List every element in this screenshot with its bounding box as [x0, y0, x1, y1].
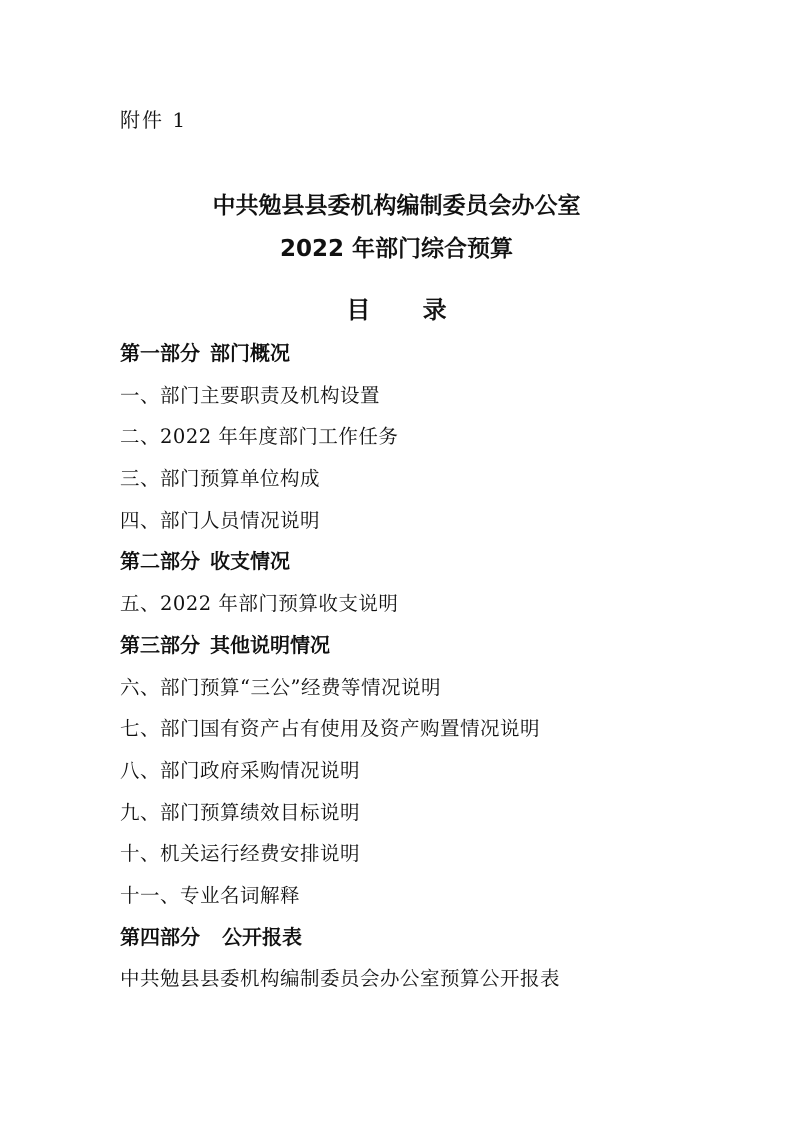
part-title: 其他说明情况	[210, 632, 330, 657]
part-title: 部门概况	[210, 341, 290, 365]
toc-part-1[interactable]	[120, 333, 760, 375]
toc-item[interactable]: 九、部门预算绩效目标说明	[120, 800, 361, 824]
toc-item[interactable]: 八、部门政府采购情况说明	[120, 758, 361, 782]
toc-item[interactable]: 中共勉县县委机构编制委员会办公室预算公开报表	[120, 967, 561, 991]
document-title: 中共勉县县委机构编制委员会办公室	[212, 193, 581, 219]
toc-part-3[interactable]	[120, 625, 760, 667]
part-number: 第一部分	[120, 341, 200, 365]
attachment-label: 附件 1	[120, 108, 188, 132]
table-of-contents	[120, 333, 760, 1000]
toc-item[interactable]: 四、部门人员情况说明	[120, 508, 321, 532]
toc-part-2[interactable]	[120, 541, 760, 583]
toc-item[interactable]: 七、部门国有资产占有使用及资产购置情况说明	[120, 717, 541, 741]
toc-item[interactable]: 五、2022 年部门预算收支说明	[120, 592, 399, 616]
part-number: 第四部分	[120, 924, 200, 949]
part-number: 第三部分	[120, 632, 200, 657]
toc-item[interactable]: 三、部门预算单位构成	[120, 467, 321, 491]
toc-item[interactable]: 二、2022 年年度部门工作任务	[120, 425, 399, 449]
toc-part-4[interactable]	[120, 917, 760, 959]
toc-item[interactable]: 十、机关运行经费安排说明	[120, 842, 361, 866]
toc-item[interactable]: 十一、专业名词解释	[120, 883, 301, 907]
part-title: 公开报表	[222, 924, 302, 949]
document-subtitle: 2022 年部门综合预算	[279, 236, 514, 262]
toc-item[interactable]: 一、部门主要职责及机构设置	[120, 383, 381, 407]
part-title: 收支情况	[210, 549, 290, 574]
part-number: 第二部分	[120, 549, 200, 574]
toc-item[interactable]: 六、部门预算“三公”经费等情况说明	[120, 675, 441, 699]
toc-heading: 目 录	[346, 296, 469, 324]
